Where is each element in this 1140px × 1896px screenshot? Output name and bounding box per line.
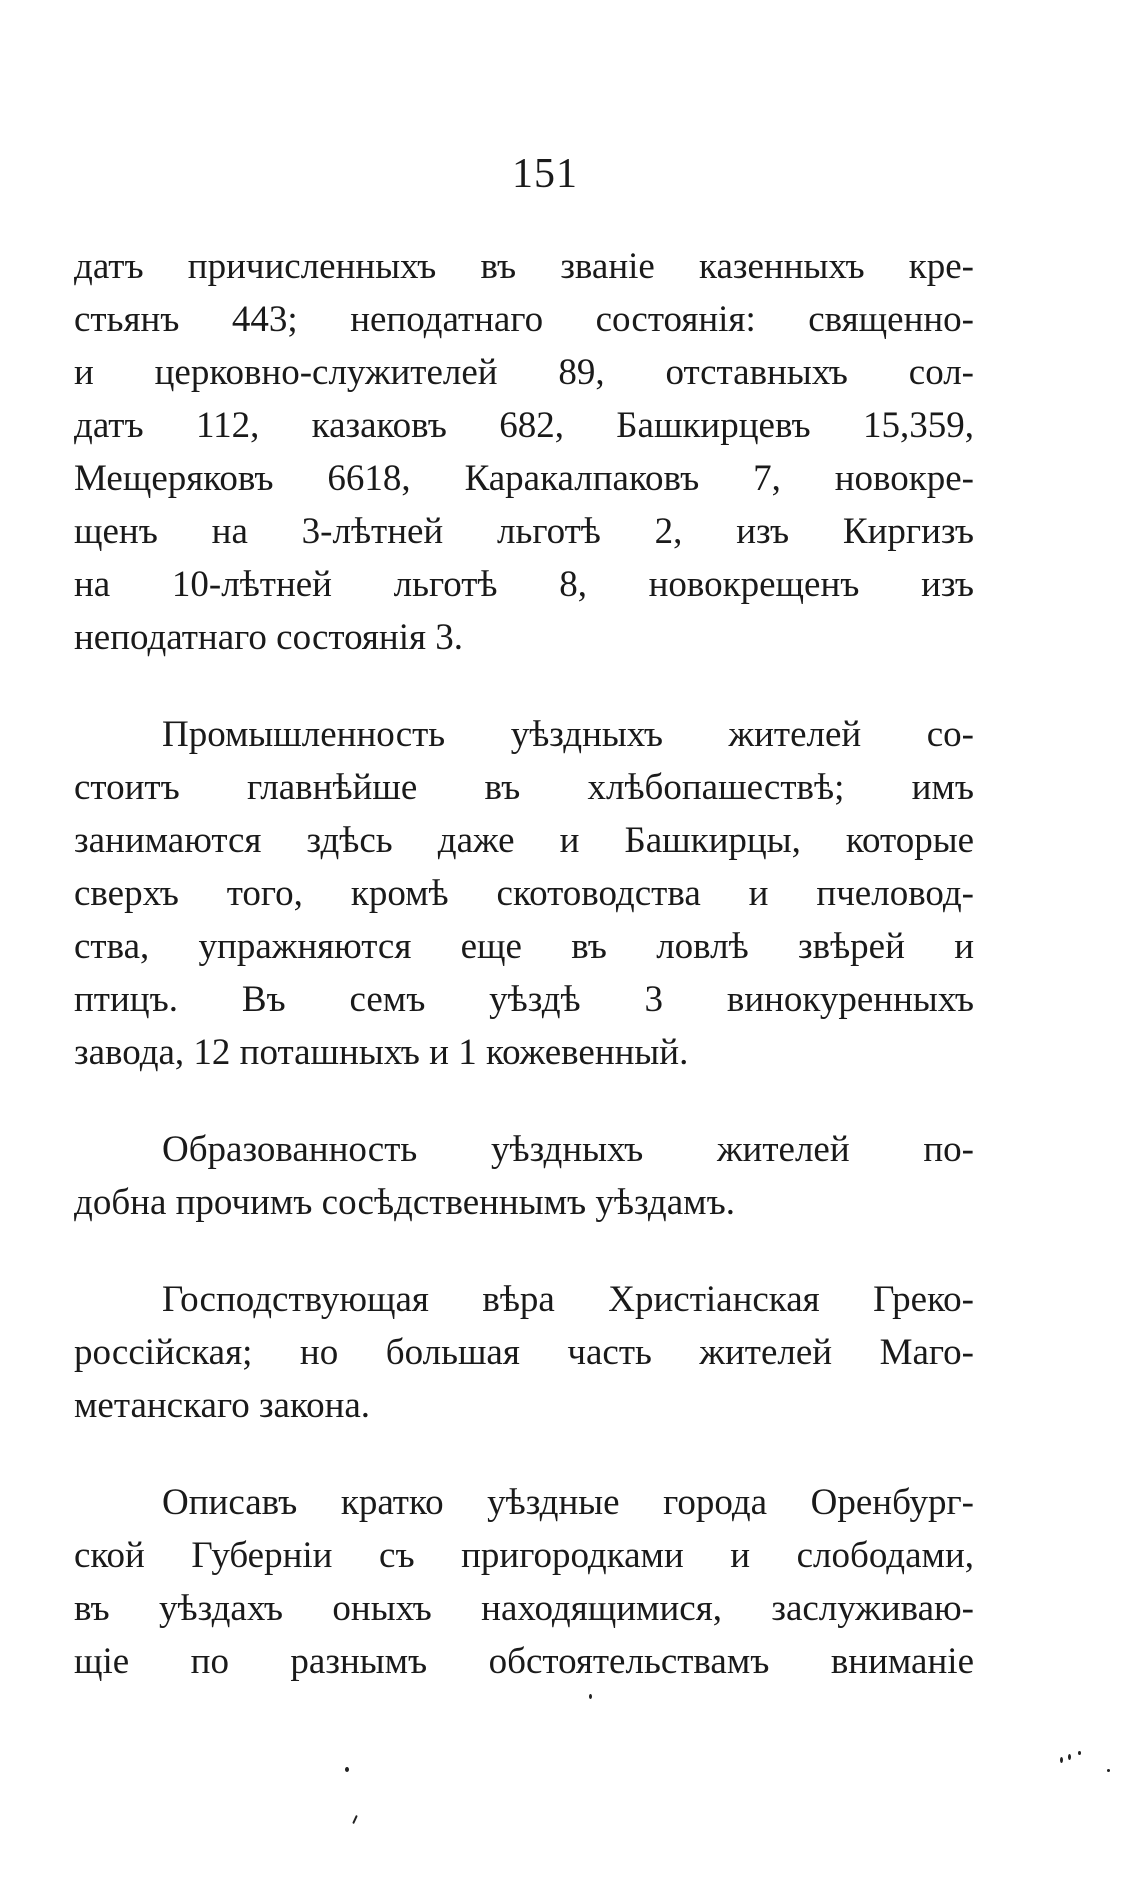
text-line: щіе по разнымъ обстоятельствамъ вниманіе bbox=[74, 1641, 974, 1682]
page-number: 151 bbox=[512, 151, 578, 197]
text-line: добна прочимъ сосѣдственнымъ уѣздамъ. bbox=[74, 1182, 735, 1223]
paragraph-education bbox=[74, 1123, 974, 1229]
text-line: стоитъ главнѣйше въ хлѣбопашествѣ; имъ bbox=[74, 767, 974, 808]
ink-speck bbox=[1060, 1757, 1063, 1763]
text-line: завода, 12 поташныхъ и 1 кожевенный. bbox=[74, 1032, 689, 1073]
text-line: на 10-лѣтней льготѣ 8, новокрещенъ изъ bbox=[74, 564, 974, 605]
text-line: въ уѣздахъ оныхъ находящимися, заслуживаю- bbox=[74, 1588, 974, 1629]
text-line: и церковно-служителей 89, отставныхъ сол- bbox=[74, 352, 974, 393]
text-line: ства, упражняются еще въ ловлѣ звѣрей и bbox=[74, 926, 974, 967]
ink-speck bbox=[589, 1694, 592, 1699]
paragraph-gap bbox=[74, 1079, 974, 1123]
paragraph-population bbox=[74, 240, 974, 664]
ink-speck bbox=[352, 1815, 358, 1824]
paragraph-conclusion bbox=[74, 1476, 974, 1688]
text-line: сверхъ того, кромѣ скотоводства и пчеловод- bbox=[74, 873, 974, 914]
ink-speck bbox=[1107, 1769, 1110, 1772]
ink-speck bbox=[1068, 1754, 1071, 1760]
paragraph-gap bbox=[74, 1432, 974, 1476]
text-line: Господствующая вѣра Христіанская Греко- bbox=[162, 1279, 974, 1320]
ink-speck bbox=[345, 1767, 349, 1772]
text-line: занимаются здѣсь даже и Башкирцы, которые bbox=[74, 820, 974, 861]
ink-speck bbox=[1078, 1751, 1081, 1755]
text-line: Промышленность уѣздныхъ жителей со- bbox=[162, 714, 974, 755]
body-text bbox=[74, 240, 974, 1688]
text-line: датъ 112, казаковъ 682, Башкирцевъ 15,359, bbox=[74, 405, 974, 446]
paragraph-industry bbox=[74, 708, 974, 1079]
text-line: щенъ на 3-лѣтней льготѣ 2, изъ Киргизъ bbox=[74, 511, 974, 552]
text-line: метанскаго закона. bbox=[74, 1385, 371, 1426]
text-line: Мещеряковъ 6618, Каракалпаковъ 7, новокре- bbox=[74, 458, 974, 499]
paragraph-gap bbox=[74, 664, 974, 708]
paragraph-religion bbox=[74, 1273, 974, 1432]
paragraph-gap bbox=[74, 1229, 974, 1273]
text-line: россійская; но большая часть жителей Маго- bbox=[74, 1332, 974, 1373]
text-line: стьянъ 443; неподатнаго состоянія: священно- bbox=[74, 299, 974, 340]
text-line: Образованность уѣздныхъ жителей по- bbox=[162, 1129, 974, 1170]
text-line: Описавъ кратко уѣздные города Оренбург- bbox=[162, 1482, 974, 1523]
text-line: датъ причисленныхъ въ званіе казенныхъ кре- bbox=[74, 246, 974, 287]
text-line: птицъ. Въ семъ уѣздѣ 3 винокуренныхъ bbox=[74, 979, 974, 1020]
text-line: ской Губерніи съ пригородками и слободами, bbox=[74, 1535, 974, 1576]
text-line: неподатнаго состоянія 3. bbox=[74, 617, 464, 658]
